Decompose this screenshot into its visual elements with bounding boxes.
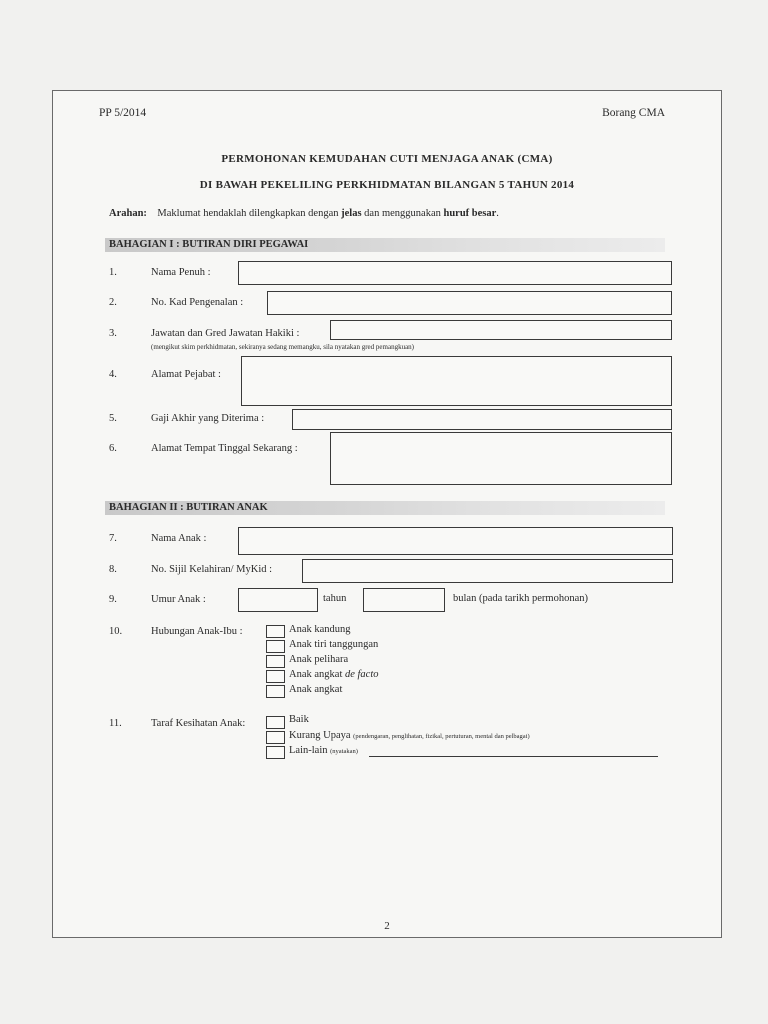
instruction-text-mid: dan menggunakan xyxy=(364,208,441,219)
umur-bulan-field[interactable] xyxy=(363,588,445,612)
item-number: 7. xyxy=(109,533,117,544)
label-gaji-akhir: Gaji Akhir yang Diterima : xyxy=(151,413,265,424)
jawatan-note: (mengikut skim perkhidmatan, sekiranya sedang memangku, sila nyatakan gred pemangkuan) xyxy=(151,343,415,351)
checkbox-kurang-upaya[interactable] xyxy=(266,731,285,744)
alamat-tinggal-field[interactable] xyxy=(330,432,672,485)
instruction-label: Arahan: xyxy=(109,208,147,219)
checkbox-anak-pelihara[interactable] xyxy=(266,655,285,668)
option-anak-kandung: Anak kandung xyxy=(289,624,351,635)
item-number: 6. xyxy=(109,443,117,454)
nama-anak-field[interactable] xyxy=(238,527,673,555)
lain-lain-note: (nyatakan) xyxy=(330,748,358,755)
option-anak-tiri: Anak tiri tanggungan xyxy=(289,639,379,650)
nama-penuh-field[interactable] xyxy=(238,261,672,285)
option-kurang-upaya-text: Kurang Upaya xyxy=(289,730,351,741)
section-1-heading: BAHAGIAN I : BUTIRAN DIRI PEGAWAI xyxy=(105,238,665,252)
kurang-upaya-note: (pendengaran, penglihatan, fizikal, pertuturan, mental dan pelbagai) xyxy=(353,733,530,740)
label-nama-anak: Nama Anak : xyxy=(151,533,207,544)
alamat-pejabat-field[interactable] xyxy=(241,356,672,406)
option-defacto-italic: de facto xyxy=(344,669,379,680)
unit-bulan: bulan (pada tarikh permohonan) xyxy=(453,593,588,604)
form-code: Borang CMA xyxy=(602,107,665,119)
form-sheet xyxy=(52,90,722,938)
option-anak-angkat-text: Anak angkat xyxy=(289,669,343,680)
item-number: 10. xyxy=(109,626,123,637)
label-umur-anak: Umur Anak : xyxy=(151,594,206,605)
label-taraf-kesihatan: Taraf Kesihatan Anak: xyxy=(151,718,246,729)
item-number: 9. xyxy=(109,594,117,605)
label-alamat-pejabat: Alamat Pejabat : xyxy=(151,369,221,380)
option-baik: Baik xyxy=(289,714,309,725)
item-number: 3. xyxy=(109,328,117,339)
page-number: 2 xyxy=(384,920,390,932)
instruction xyxy=(109,208,499,219)
instruction-text-end: . xyxy=(496,208,499,219)
instruction-bold-huruf: huruf besar xyxy=(443,208,497,219)
lain-lain-line-field[interactable] xyxy=(369,756,658,757)
checkbox-anak-tiri[interactable] xyxy=(266,640,285,653)
option-anak-pelihara: Anak pelihara xyxy=(289,654,349,665)
item-number: 8. xyxy=(109,564,117,575)
label-kad-pengenalan: No. Kad Pengenalan : xyxy=(151,297,244,308)
checkbox-anak-kandung[interactable] xyxy=(266,625,285,638)
item-number: 1. xyxy=(109,267,117,278)
kad-pengenalan-field[interactable] xyxy=(267,291,672,315)
label-hubungan: Hubungan Anak-Ibu : xyxy=(151,626,243,637)
sijil-kelahiran-field[interactable] xyxy=(302,559,673,583)
item-number: 11. xyxy=(109,718,122,729)
item-number: 2. xyxy=(109,297,117,308)
option-anak-angkat-defacto xyxy=(289,669,379,680)
checkbox-anak-angkat-defacto[interactable] xyxy=(266,670,285,683)
jawatan-gred-field[interactable] xyxy=(330,320,672,340)
unit-tahun: tahun xyxy=(323,593,347,604)
form-title: PERMOHONAN KEMUDAHAN CUTI MENJAGA ANAK (CMA) xyxy=(221,153,553,165)
label-nama-penuh: Nama Penuh : xyxy=(151,267,211,278)
checkbox-baik[interactable] xyxy=(266,716,285,729)
umur-tahun-field[interactable] xyxy=(238,588,318,612)
label-alamat-tinggal: Alamat Tempat Tinggal Sekarang : xyxy=(151,443,298,454)
checkbox-anak-angkat[interactable] xyxy=(266,685,285,698)
checkbox-lain-lain[interactable] xyxy=(266,746,285,759)
gaji-akhir-field[interactable] xyxy=(292,409,672,430)
form-subtitle: DI BAWAH PEKELILING PERKHIDMATAN BILANGAN 5 TAHUN 2014 xyxy=(199,179,575,191)
item-number: 4. xyxy=(109,369,117,380)
option-anak-angkat: Anak angkat xyxy=(289,684,343,695)
instruction-bold-jelas: jelas xyxy=(341,208,362,219)
item-number: 5. xyxy=(109,413,117,424)
option-lain-lain xyxy=(289,745,358,756)
instruction-text: Maklumat hendaklah dilengkapkan dengan xyxy=(157,208,339,219)
option-lain-lain-text: Lain-lain xyxy=(289,745,328,756)
form-reference: PP 5/2014 xyxy=(99,107,147,119)
label-jawatan-gred: Jawatan dan Gred Jawatan Hakiki : xyxy=(151,328,300,339)
label-sijil-kelahiran: No. Sijil Kelahiran/ MyKid : xyxy=(151,564,273,575)
option-kurang-upaya xyxy=(289,730,530,741)
section-2-heading: BAHAGIAN II : BUTIRAN ANAK xyxy=(105,501,665,515)
